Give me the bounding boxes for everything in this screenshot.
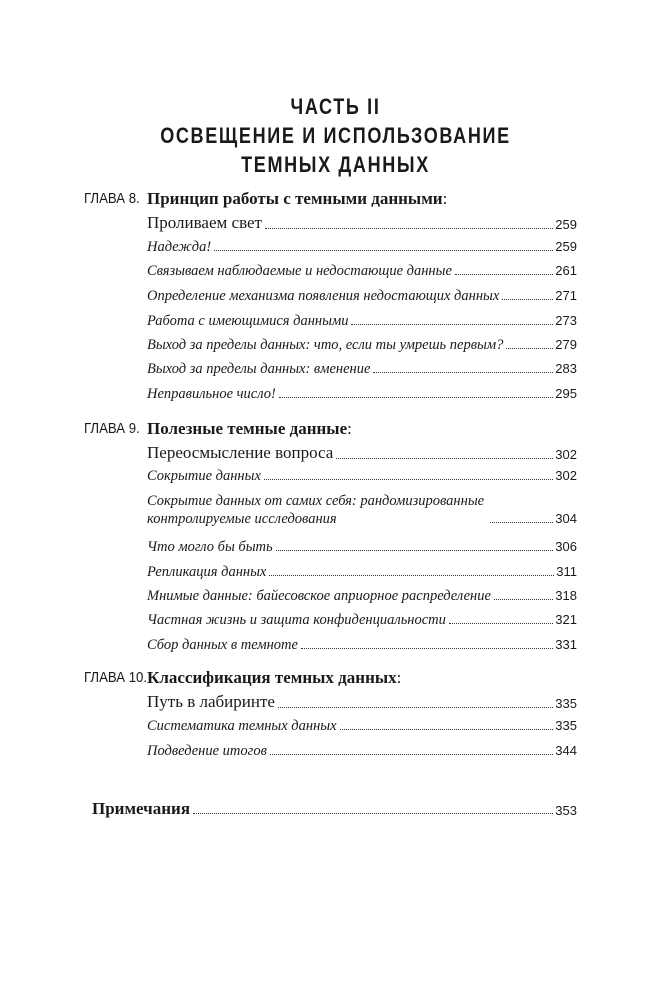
part-title [60,92,610,179]
toc-entry[interactable]: Подведение итогов 344 [147,743,577,759]
chapter-title[interactable]: Полезные темные данные: [147,419,352,438]
toc-entry[interactable]: Частная жизнь и защита конфиденциальности 321 [147,612,577,628]
notes-entry[interactable] [92,798,577,820]
toc-entry[interactable]: Связываем наблюдаемые и недостающие данные 261 [147,263,577,279]
toc-entry[interactable]: Выход за пределы данных: вменение 283 [147,361,577,377]
toc-entry[interactable]: Путь в лабиринте 335 [147,692,577,711]
toc-entry[interactable]: Неправильное число! 295 [147,386,577,402]
toc-entry[interactable]: Репликация данных 311 [147,564,577,580]
part-heading-line-1: ОСВЕЩЕНИЕ И ИСПОЛЬЗОВАНИЕ [160,123,511,148]
part-heading-line-2: ТЕМНЫХ ДАННЫХ [241,152,430,177]
chapter-label: ГЛАВА 10. [84,669,148,686]
toc-entry[interactable]: Выход за пределы данных: что, если ты умрешь первым? 279 [147,337,577,353]
part-number: ЧАСТЬ II [290,94,381,119]
toc-entry[interactable]: Надежда! 259 [147,239,577,255]
chapter-title[interactable]: Принцип работы с темными данными: [147,189,448,208]
toc-entry[interactable]: Проливаем свет 259 [147,213,577,232]
toc-entry[interactable]: Переосмысление вопроса 302 [147,443,577,462]
toc-entry[interactable]: Сбор данных в темноте 331 [147,637,577,653]
toc-entry[interactable]: Мнимые данные: байесовское априорное распределение 318 [147,588,577,604]
toc-entry[interactable]: Систематика темных данных 335 [147,718,577,734]
toc-entry[interactable]: Сокрытие данных 302 [147,468,577,484]
notes-title: Примечания [92,799,191,818]
chapter-label: ГЛАВА 9. [84,420,140,437]
notes-page: 353 [555,803,577,818]
toc-entry[interactable]: Определение механизма появления недостающих данных 271 [147,288,577,304]
toc-entry[interactable]: Работа с имеющимися данными 273 [147,313,577,329]
chapter-title[interactable]: Классификация темных данных: [147,668,402,687]
chapter-label: ГЛАВА 8. [84,190,140,207]
toc-entry[interactable]: Что могло бы быть 306 [147,539,577,555]
toc-entry[interactable]: Сокрытие данных от самих себя: рандомизированные контролируемые исследования 304 [147,493,577,527]
